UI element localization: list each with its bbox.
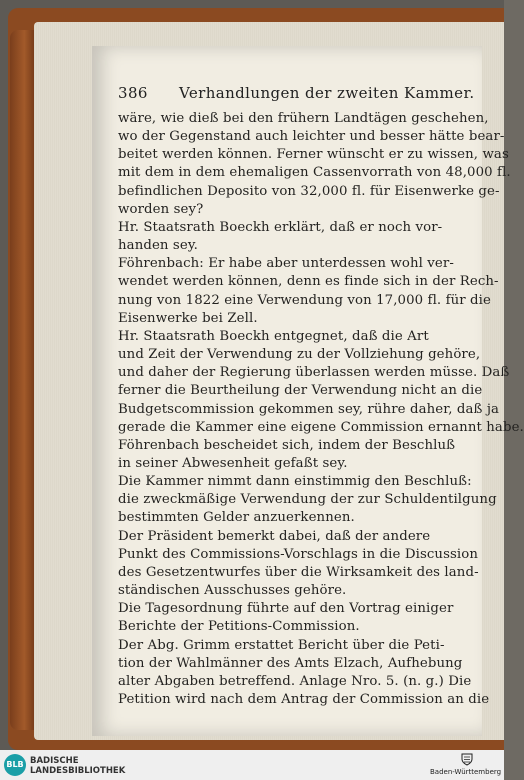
text-line: ferner die Beurtheilung der Verwendung nicht an die [118, 383, 483, 399]
library-logo-icon[interactable]: BLB [4, 754, 26, 776]
state-label: Baden-Württemberg [430, 768, 502, 776]
text-line: ständischen Ausschusses gehöre. [118, 583, 347, 599]
text-line: Hr. Staatsrath Boeckh entgegnet, daß die Art [118, 328, 429, 344]
running-head: Verhandlungen der zweiten Kammer. [179, 84, 475, 102]
text-line: Budgetscommission gekommen sey, rühre daher, daß ja [118, 401, 500, 417]
text-line: beitet werden können. Ferner wünscht er zu wissen, was [118, 147, 509, 163]
text-line: worden sey? [118, 201, 204, 217]
library-name[interactable] [30, 756, 125, 776]
text-line: nung von 1822 eine Verwendung von 17,000 fl. für die [118, 292, 491, 308]
text-line: alter Abgaben betreffend. Anlage Nro. 5. (n. g.) Die [118, 673, 472, 689]
book-page [92, 46, 524, 736]
text-line: Föhrenbach bescheidet sich, indem der Beschluß [118, 437, 456, 453]
page-header [118, 84, 475, 102]
text-line: tion der Wahlmänner des Amts Elzach, Aufhebung [118, 655, 463, 671]
text-line: handen sey. [118, 238, 198, 254]
text-line: wendet werden können, denn es finde sich in der Rech- [118, 274, 499, 290]
text-line: Petition wird nach dem Antrag der Commission an die [118, 692, 490, 707]
text-line: befindlichen Deposito von 32,000 fl. für Eisenwerke ge- [118, 183, 500, 199]
text-line: Der Präsident bemerkt dabei, daß der andere [118, 528, 431, 544]
text-line: mit dem in dem ehemaligen Cassenvorrath von 48,000 fl. [118, 165, 511, 181]
text-line: des Gesetzentwurfes über die Wirksamkeit des land- [118, 564, 479, 580]
book-spine [10, 30, 36, 730]
page-body [118, 110, 524, 709]
text-line: Punkt des Commissions-Vorschlags in die Discussion [118, 546, 479, 562]
text-line: Eisenwerke bei Zell. [118, 310, 258, 326]
text-line: Föhrenbach: Er habe aber unterdessen wohl ver- [118, 256, 454, 272]
text-line: Hr. Staatsrath Boeckh erklärt, daß er noch vor- [118, 219, 443, 235]
text-line: Berichte der Petitions-Commission. [118, 619, 360, 635]
library-name-line1: BADISCHE [30, 756, 79, 766]
footer-bar [0, 750, 504, 780]
text-line: Die Tagesordnung führte auf den Vortrag einiger [118, 601, 454, 617]
text-line: wo der Gegenstand auch leichter und besser hätte bear- [118, 129, 505, 145]
text-line: Der Abg. Grimm erstattet Bericht über die Peti- [118, 637, 445, 653]
text-line: und daher der Regierung überlassen werden müsse. Daß [118, 365, 510, 381]
text-line: wäre, wie dieß bei den frühern Landtägen geschehen, [118, 111, 489, 126]
library-name-line2: LANDESBIBLIOTHEK [30, 766, 126, 776]
text-line: bestimmten Gelder anzuerkennen. [118, 510, 355, 526]
page-number: 386 [118, 84, 148, 102]
text-line: die zweckmäßige Verwendung der zur Schuldentilgung [118, 492, 497, 508]
text-line: in seiner Abwesenheit gefaßt sey. [118, 455, 348, 471]
text-line: gerade die Kammer eine eigene Commission ernannt habe. [118, 419, 524, 435]
text-line: Die Kammer nimmt dann einstimmig den Beschluß: [118, 474, 472, 490]
coat-of-arms-icon [460, 752, 474, 766]
text-line: und Zeit der Verwendung zu der Vollziehung gehöre, [118, 347, 481, 363]
